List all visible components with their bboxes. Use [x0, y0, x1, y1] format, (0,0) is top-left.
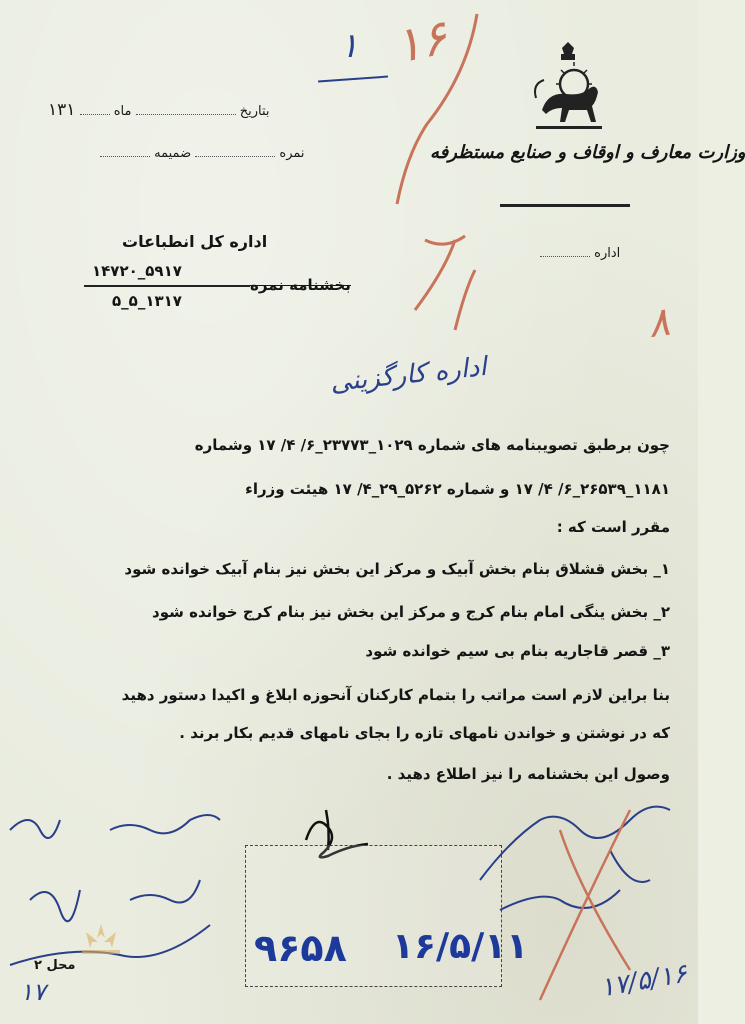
office-dots — [540, 256, 590, 257]
body-line-6: ۳_ قصر قاجاریه بنام بی سیم خوانده شود — [365, 642, 670, 660]
number-dots — [195, 156, 275, 157]
stamp-date: ۱۶/۵/۱۱ — [392, 926, 529, 967]
registration-stamp — [245, 845, 529, 987]
addressee-handwritten: اداره کارگزینی — [328, 351, 488, 399]
red-handwritten-number: ۱۶ — [389, 9, 452, 75]
ministry-underline — [500, 204, 630, 207]
number-label: نمره — [279, 146, 305, 161]
date-label: بتاریخ — [239, 104, 270, 119]
body-line-4: ۱_ بخش قشلاق بنام بخش آبیک و مرکز این بخش نیز بنام آبیک خوانده شود — [124, 560, 670, 578]
year-value: ۱۳۱ — [48, 100, 76, 120]
date-dots — [136, 114, 236, 115]
month-label: ماه — [113, 104, 132, 119]
fraction-underline — [318, 76, 388, 83]
left-number-handwritten: ۱۷ — [20, 978, 46, 1006]
issuer-title: اداره کل انطباعات — [122, 232, 268, 251]
date-field — [48, 100, 270, 120]
body-line-8: که در نوشتن و خواندن نامهای تازه را بجای نامهای قدیم بکار برند . — [179, 724, 670, 742]
lion-and-sun-emblem-icon — [528, 40, 608, 135]
body-line-7: بنا براین لازم است مراتب را بتمام کارکنان آنحوزه ابلاغ و اکیدا دستور دهید — [121, 686, 670, 704]
month-dots — [80, 114, 110, 115]
body-line-1: چون برطبق تصویبنامه های شماره ۱۰۲۹_۲۳۷۷۳_۶/ ۴/ ۱۷ وشماره — [194, 436, 670, 454]
attachment-dots — [100, 156, 150, 157]
right-date-handwritten: ۱۷/۵/۱۶ — [598, 958, 690, 1004]
circular-date: ۱۳۱۷_۵_۵ — [112, 292, 182, 310]
circular-divider — [84, 285, 250, 287]
attachment-label: ضمیمه — [154, 146, 192, 161]
number-field — [100, 146, 305, 161]
archive-watermark-icon — [76, 918, 126, 966]
circular-number: ۵۹۱۷_۱۴۷۲۰ — [92, 262, 182, 280]
left-label-typed: محل ۲ — [34, 958, 76, 973]
circular-label: بخشنامه نمره — [250, 276, 351, 294]
red-signature-stroke — [385, 10, 495, 350]
body-line-9: وصول این بخشنامه را نیز اطلاع دهید . — [386, 765, 670, 783]
red-side-mark: ۸ — [644, 298, 673, 348]
stamp-number: ۹۶۵۸ — [254, 926, 347, 970]
ministry-name: وزارت معارف و اوقاف و صنایع مستظرفه — [430, 142, 745, 163]
body-line-3: مقرر است که : — [556, 518, 670, 536]
office-label: اداره — [594, 246, 621, 261]
body-line-5: ۲_ بخش ینگی امام بنام کرج و مرکز این بخش نیز بنام کرج خوانده شود — [152, 603, 670, 621]
handwritten-fraction-mark: ۱ — [340, 26, 359, 66]
body-line-2: ۱۱۸۱_۲۶۵۳۹_۶/ ۴/ ۱۷ و شماره ۵۲۶۲_۲۹_۴/ ۱۷ هیئت وزراء — [245, 480, 670, 498]
office-field — [540, 246, 620, 261]
